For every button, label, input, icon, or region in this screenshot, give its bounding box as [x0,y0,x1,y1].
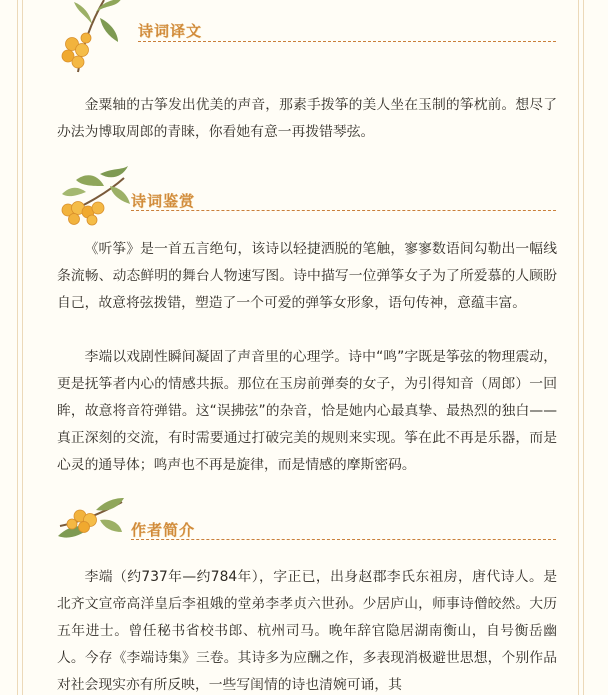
page-border-left-outer [17,0,18,695]
appreciation-paragraph-1: 《听筝》是一首五言绝句，该诗以轻捷洒脱的笔触，寥寥数语间勾勒出一幅线条流畅、动态鲜明的舞台人物速写图。诗中描写一位弹筝女子为了所爱慕的人顾盼自己，故意将弦拨错，塑造了一个可爱的弹筝女形象，语句传神，意蕴丰富。 [57,241,557,311]
author-divider [131,539,556,540]
translation-divider [138,41,556,42]
page-border-right-outer [583,0,584,695]
translation-paragraph: 金粟轴的古筝发出优美的声音，那素手拨筝的美人坐在玉制的筝枕前。想尽了办法为博取周郎的青睐，你看她有意一再拨错琴弦。 [57,97,557,140]
appreciation-paragraph-2: 李端以戏剧性瞬间凝固了声音里的心理学。诗中“鸣”字既是筝弦的物理震动，更是抚筝者内心的情感共振。那位在玉房前弹奏的女子，为引得知音（周郎）一回眸，故意将音符弹错。这“误拂弦”的杂音，恰是她内心最真挚、最热烈的独白——真正深刻的交流，有时需要通过打破完美的规则来实现。筝在此不再是乐器，而是心灵的通导体；鸣声也不再是旋律，而是情感的摩斯密码。 [57,349,557,473]
translation-title: 诗词译文 [138,22,203,40]
appreciation-section-header [56,164,556,242]
page-border-left-inner [22,0,23,695]
page-border-right-inner [578,0,579,695]
appreciation-divider [131,210,556,211]
author-paragraph: 李端（约737年—约784年），字正已，出身赵郡李氏东祖房，唐代诗人。是北齐文宣帝高洋皇后李祖娥的堂弟李孝贞六世孙。少居庐山，师事诗僧皎然。大历五年进士。曾任秘书省校书郎、杭州司马。晚年辞官隐居湖南衡山，自号衡岳幽人。今存《李端诗集》三卷。其诗多为应酬之作，多表现消极避世思想，个别作品对社会现实亦有所反映，一些写闺情的诗也清婉可诵，其 [57,569,557,693]
author-title: 作者简介 [131,521,196,539]
author-section-header [56,496,556,574]
translation-section-header [56,0,556,72]
loquat-cluster-icon [56,164,136,244]
appreciation-title: 诗词鉴赏 [131,192,196,210]
loquat-branch-icon [56,0,136,74]
